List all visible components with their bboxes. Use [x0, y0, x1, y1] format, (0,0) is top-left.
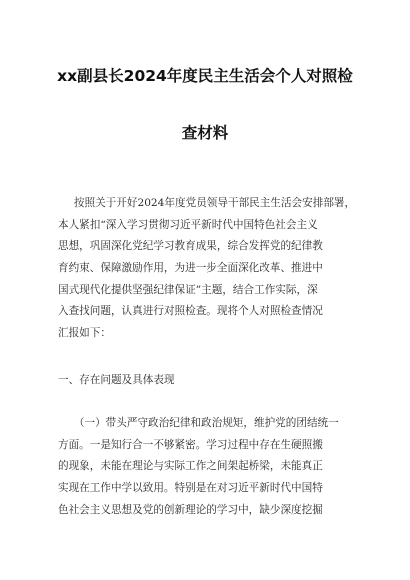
intro-line: 思想，巩固深化党纪学习教育成果，综合发挥党的纪律教 [58, 240, 323, 253]
document-title-line-1: xx副县长2024年度民主生活会个人对照检 [57, 67, 353, 85]
intro-line: 国式现代化提供坚强纪律保证”主题，结合工作实际，深 [58, 283, 318, 296]
section-1-line: 实现在工作中学以致用。特别是在对习近平新时代中国特 [58, 482, 323, 495]
intro-line: 育约束、保障激励作用，为进一步全面深化改革、推进中 [58, 262, 323, 275]
section-1-line: 色社会主义思想及党的创新理论的学习中，缺少深度挖掘 [58, 503, 323, 516]
section-1-line: 的现象，未能在理论与实际工作之间架起桥梁，未能真正 [58, 460, 323, 473]
document-title-line-2: 查材料 [181, 124, 229, 142]
section-heading: 一、存在问题及具体表现 [58, 374, 175, 386]
intro-line: 入查找问题，认真进行对照检查。现将个人对照检查情况 [58, 305, 323, 318]
intro-line: 按照关于开好2024年度党员领导干部民主生活会安排部署， [73, 197, 356, 209]
section-1-paragraph [58, 413, 358, 521]
section-1-line: （一）带头严守政治纪律和政治规矩，维护党的团结统一 [73, 417, 339, 429]
intro-paragraph [58, 193, 358, 345]
intro-line: 本人紧扣“深入学习贯彻习近平新时代中国特色社会主义 [58, 218, 318, 231]
section-1-line: 方面。一是知行合一不够紧密。学习过程中存在生硬照搬 [58, 438, 323, 451]
intro-line: 汇报如下： [58, 327, 111, 340]
